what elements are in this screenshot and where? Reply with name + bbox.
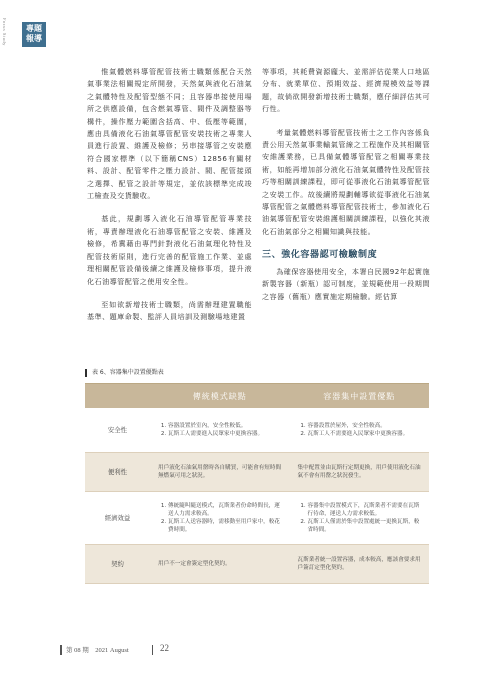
footer-divider bbox=[152, 645, 153, 655]
right-column bbox=[262, 66, 430, 314]
table-row bbox=[85, 492, 429, 545]
row-label: 安全性 bbox=[85, 408, 150, 453]
cell-item: 1. 容器設置於屋外，安全性較高。 bbox=[308, 422, 422, 430]
section-tab-english: Focus Study bbox=[2, 18, 7, 46]
centralized-cell bbox=[290, 492, 430, 545]
table-row bbox=[85, 545, 429, 584]
body-paragraph: 至如欲新增技術士職類，尚需辦理建置職能基準、題庫命製、監評人員培訓及測驗場地建置 bbox=[87, 299, 252, 322]
page-number: 22 bbox=[160, 643, 169, 653]
body-paragraph: 考量氣體燃料導管配管技術士之工作內容係負責公用天然氣事業輸氣管線之工程施作及其相關管安維護業務，已具備氣體導管配管之相關專業技術，如能再增加部分液化石油氣氣體特性及配管技巧等相關訓練課程，即可從事液化石油氣導管配管之安裝工作。故後續將規劃輔導欲從事液化石油氣導管配管之氣體燃料導管配管技術士，參加液化石油氣導管配管安裝維護相關訓練課程，以強化其液化石油氣部分之相關知識與技能。 bbox=[262, 127, 430, 236]
traditional-cell: 用戶液化石油氣用罄時各自購買，可能會有短時間無燃氣可用之狀況。 bbox=[150, 453, 290, 492]
footer-bar bbox=[60, 645, 62, 655]
table-header-centralized: 容器集中設置優點 bbox=[290, 384, 430, 408]
cell-item: 2. 瓦斯工人僅需於集中設置處統一更換瓦斯，較省時間。 bbox=[308, 518, 422, 534]
traditional-cell bbox=[150, 408, 290, 453]
row-label: 契約 bbox=[85, 545, 150, 584]
table-row bbox=[85, 453, 429, 492]
cell-item: 2. 瓦斯工人不需要進入民眾家中更換容器。 bbox=[308, 430, 422, 438]
cell-item: 1. 容器集中設置模式下，瓦斯業者不需要在瓦斯行待命，運送人力需求較低。 bbox=[308, 502, 422, 518]
body-paragraph: 基此，規劃導入液化石油導管配管專業技術，專責辦理液化石油導管配管之安裝、維護及檢修，希冀藉由專門針對液化石油氣理化特性及配管技術原則，進行完善的配管施工作業、並處理相關配管設備後續之維護及檢修事項，提升液化石油導管配管之使用安全性。 bbox=[87, 214, 252, 286]
comparison-table bbox=[85, 383, 429, 574]
body-paragraph: 為確保容器使用安全，本署自民國92年起實施新製容器（新瓶）認可制度，並規範使用一段期間之容器（舊瓶）應實施定期檢驗。經估算 bbox=[262, 266, 430, 301]
section-tab-line2: 報導 bbox=[26, 33, 42, 43]
section-heading: 三、強化容器認可檢驗制度 bbox=[262, 250, 378, 261]
table-header-blank bbox=[85, 384, 150, 408]
centralized-cell: 集中配置並由瓦斯行定期更換，用戶使用液化石油氣不會有用罄之狀況發生。 bbox=[290, 453, 430, 492]
centralized-cell: 瓦斯業者統一設置容器，成本較高，應該會要求用戶簽訂定型化契約。 bbox=[290, 545, 430, 584]
table-header-traditional: 傳統模式缺點 bbox=[150, 384, 290, 408]
cell-item: 1. 傳統隨叫隨送模式，瓦斯業者份命時間長，運送人力需求較高。 bbox=[168, 502, 282, 518]
cell-item: 2. 瓦斯工人需要進入民眾家中更換容器。 bbox=[168, 430, 282, 438]
table-header-row bbox=[85, 384, 429, 408]
section-tab-line1: 專題 bbox=[26, 24, 42, 33]
left-column bbox=[87, 66, 252, 335]
table-caption: 表 6、容器集中設置優點表 bbox=[85, 369, 164, 377]
section-tab-label bbox=[22, 22, 46, 47]
section-tab bbox=[0, 0, 52, 56]
traditional-cell bbox=[150, 492, 290, 545]
body-paragraph: 惟氣體燃料導管配管技術士職類係配合天然氣事業法相關規定所開發，天然氣與液化石油氣之氣體特性及配管型態不同；且容器串接使用場所之供應設備，包含燃氣導管、閥件及調整器等構件，操作壓力範圍含括高、中、低壓等範圍，應由具備液化石油氣導管配管安裝技術之專業人員進行設置、維護及檢修；另串接導管之安裝應符合國家標準（以下簡稱CNS）12856有關材料、設計、配管零件之壓力設計、閥、配管接頭之選擇、配管之設計等規定，並依該標準完成竣工檢查及交貨驗收。 bbox=[87, 67, 252, 201]
issue-label: 第 08 期 2021 August bbox=[66, 647, 129, 654]
body-paragraph: 等事項，其耗費資源龐大、並需評估從業人口地區分布、就業單位、預期效益、經濟規模效益等課題，故倘欲開發新增技術士職類，應仔細評估其可行性。 bbox=[262, 67, 430, 114]
page-footer bbox=[0, 644, 480, 660]
centralized-cell bbox=[290, 408, 430, 453]
row-label: 便利性 bbox=[85, 453, 150, 492]
cell-item: 2. 瓦斯工人送容器時，需移動至用戶家中，較花費時間。 bbox=[168, 518, 282, 534]
traditional-cell: 用戶不一定會簽定型化契約。 bbox=[150, 545, 290, 584]
table-row bbox=[85, 408, 429, 453]
cell-item: 1. 容器設置於室內，安全性較低。 bbox=[168, 422, 282, 430]
row-label: 經濟效益 bbox=[85, 492, 150, 545]
